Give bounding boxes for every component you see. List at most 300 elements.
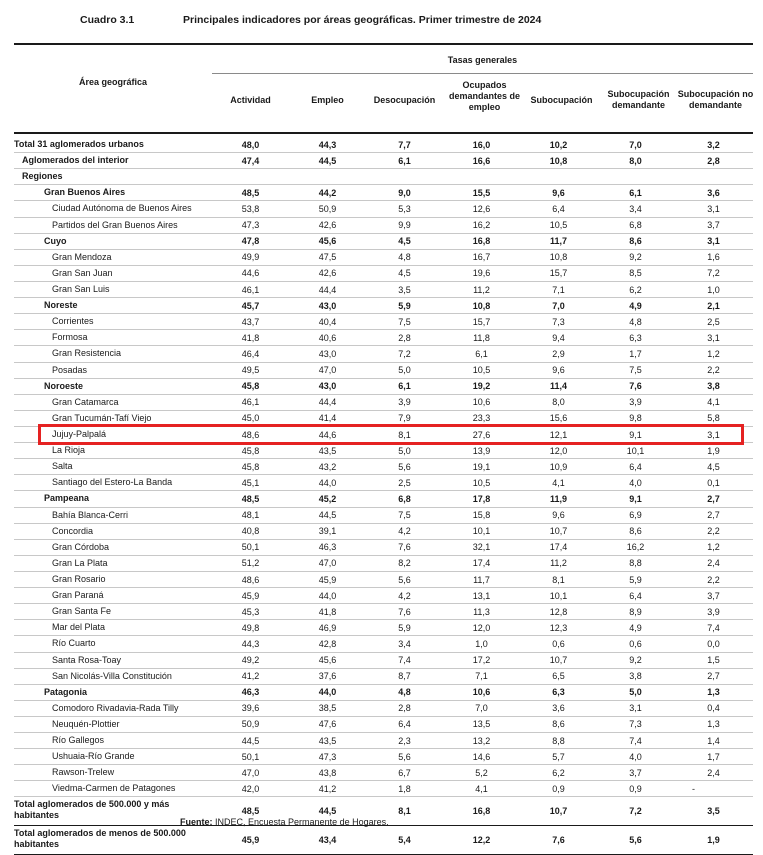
row-value: 44,0 (289, 588, 366, 604)
row-value: 2,1 (674, 298, 753, 314)
row-value: 17,4 (520, 539, 597, 555)
row-value: 42,6 (289, 217, 366, 233)
row-value: 3,9 (674, 604, 753, 620)
row-value: 5,3 (366, 201, 443, 217)
row-value: 13,5 (443, 716, 520, 732)
row-value: 45,6 (289, 233, 366, 249)
row-value: 45,9 (212, 588, 289, 604)
row-value: 47,0 (289, 362, 366, 378)
row-value: 1,7 (597, 346, 674, 362)
row-value: 44,5 (289, 797, 366, 826)
row-value: 0,6 (597, 636, 674, 652)
row-value: 48,5 (212, 491, 289, 507)
row-value: 2,5 (366, 475, 443, 491)
row-value: 6,2 (597, 281, 674, 297)
row-value: 45,8 (212, 378, 289, 394)
table-row (14, 233, 753, 249)
row-value: 41,2 (289, 781, 366, 797)
row-value: 9,1 (597, 426, 674, 442)
row-value: 8,2 (366, 555, 443, 571)
row-value: 1,8 (366, 781, 443, 797)
table-title: Principales indicadores por áreas geográficas. Primer trimestre de 2024 (183, 14, 542, 26)
row-value: 2,5 (674, 314, 753, 330)
row-value: 5,0 (366, 443, 443, 459)
table-row (14, 765, 753, 781)
row-value: 1,2 (674, 346, 753, 362)
row-value: 2,2 (674, 571, 753, 587)
row-value: 16,2 (443, 217, 520, 233)
row-value: 1,7 (674, 749, 753, 765)
row-value: 8,6 (597, 523, 674, 539)
row-value: 11,2 (443, 281, 520, 297)
row-value: 11,7 (443, 571, 520, 587)
row-value (520, 169, 597, 185)
row-value: 2,8 (674, 153, 753, 169)
row-value: 6,3 (597, 330, 674, 346)
row-value: 47,3 (289, 749, 366, 765)
row-value: 4,5 (366, 233, 443, 249)
row-value: 43,5 (289, 443, 366, 459)
row-value: 45,8 (212, 443, 289, 459)
row-value: 15,5 (443, 185, 520, 201)
row-value: 8,1 (366, 797, 443, 826)
row-value: 10,8 (443, 298, 520, 314)
row-value: 6,3 (520, 684, 597, 700)
row-value: 6,1 (366, 378, 443, 394)
row-value: 3,1 (674, 233, 753, 249)
row-value: 1,0 (443, 636, 520, 652)
row-value: 49,5 (212, 362, 289, 378)
row-value: 41,2 (212, 668, 289, 684)
row-value: 8,0 (520, 394, 597, 410)
row-value: 43,0 (289, 298, 366, 314)
row-value: 11,3 (443, 604, 520, 620)
row-value: 12,0 (520, 443, 597, 459)
row-value: 1,5 (674, 652, 753, 668)
row-area-name: Cuyo (14, 233, 212, 249)
row-value: 4,1 (674, 394, 753, 410)
row-value (443, 169, 520, 185)
row-value: 12,3 (520, 620, 597, 636)
row-value: 44,5 (212, 733, 289, 749)
row-value: 17,4 (443, 555, 520, 571)
row-value: 10,6 (443, 394, 520, 410)
row-value: 6,4 (366, 716, 443, 732)
row-value: 4,5 (674, 459, 753, 475)
row-area-name: Gran Rosario (14, 571, 212, 587)
row-area-name: Partidos del Gran Buenos Aires (14, 217, 212, 233)
row-area-name: Viedma-Carmen de Patagones (14, 781, 212, 797)
row-value: 46,3 (212, 684, 289, 700)
row-value: 2,7 (674, 668, 753, 684)
row-value (597, 169, 674, 185)
row-value: 5,0 (597, 684, 674, 700)
row-value: 44,3 (212, 636, 289, 652)
row-value: 41,4 (289, 410, 366, 426)
row-value: 3,1 (674, 201, 753, 217)
row-area-name: Noreste (14, 298, 212, 314)
row-value: 16,8 (443, 797, 520, 826)
row-value: 8,0 (597, 153, 674, 169)
row-value: 39,6 (212, 700, 289, 716)
table-row (14, 826, 753, 855)
row-value: 0,6 (520, 636, 597, 652)
row-value: 11,2 (520, 555, 597, 571)
row-value: 2,8 (366, 700, 443, 716)
row-area-name: San Nicolás-Villa Constitución (14, 668, 212, 684)
row-value: 44,4 (289, 281, 366, 297)
row-value: 9,0 (366, 185, 443, 201)
row-value: 47,3 (212, 217, 289, 233)
col-header-subocupacion-no-demandante: Subocupación no demandante (677, 89, 754, 110)
row-value: 47,0 (289, 555, 366, 571)
row-value: 1,3 (674, 716, 753, 732)
row-value: 9,8 (597, 410, 674, 426)
table-row (14, 201, 753, 217)
table-row (14, 185, 753, 201)
row-value: 9,9 (366, 217, 443, 233)
source-note (180, 817, 389, 827)
row-value: 4,2 (366, 523, 443, 539)
row-value: 7,7 (366, 137, 443, 153)
row-value: 6,8 (597, 217, 674, 233)
row-value: 6,1 (597, 185, 674, 201)
row-value: 7,6 (366, 539, 443, 555)
row-value: 5,4 (366, 826, 443, 855)
table-row (14, 491, 753, 507)
row-value: 1,9 (674, 826, 753, 855)
row-value: 10,7 (520, 523, 597, 539)
row-value: 44,6 (212, 265, 289, 281)
row-value: 10,8 (520, 153, 597, 169)
row-value: 12,0 (443, 620, 520, 636)
row-value: 43,5 (289, 733, 366, 749)
row-value: 37,6 (289, 668, 366, 684)
row-area-name: La Rioja (14, 443, 212, 459)
row-value: 8,8 (520, 733, 597, 749)
row-area-name: Santa Rosa-Toay (14, 652, 212, 668)
row-value: 4,9 (597, 620, 674, 636)
row-area-name: Ushuaia-Río Grande (14, 749, 212, 765)
row-value: 8,1 (366, 426, 443, 442)
table-row (14, 362, 753, 378)
row-value: 39,1 (289, 523, 366, 539)
row-value: 7,2 (597, 797, 674, 826)
row-value: 44,0 (289, 475, 366, 491)
row-value: 2,2 (674, 362, 753, 378)
row-area-name: Salta (14, 459, 212, 475)
table-row (14, 539, 753, 555)
row-value: 10,5 (443, 475, 520, 491)
row-area-name: Gran Paraná (14, 588, 212, 604)
table-row (14, 330, 753, 346)
row-value: 10,5 (443, 362, 520, 378)
table-number: Cuadro 3.1 (80, 14, 135, 26)
row-area-name: Neuquén-Plottier (14, 716, 212, 732)
row-value: 48,0 (212, 137, 289, 153)
row-value: 50,1 (212, 539, 289, 555)
row-area-name: Gran Córdoba (14, 539, 212, 555)
row-value: 49,2 (212, 652, 289, 668)
table-row (14, 733, 753, 749)
row-area-name: Gran Santa Fe (14, 604, 212, 620)
row-value: 50,9 (212, 716, 289, 732)
row-value: 10,2 (520, 137, 597, 153)
row-value: 40,4 (289, 314, 366, 330)
row-value: 3,8 (674, 378, 753, 394)
group-header: Tasas generales (447, 55, 518, 65)
row-value: 3,5 (366, 281, 443, 297)
row-value: 19,1 (443, 459, 520, 475)
row-area-name: Comodoro Rivadavia-Rada Tilly (14, 700, 212, 716)
row-value: 12,1 (520, 426, 597, 442)
row-value: 5,9 (597, 571, 674, 587)
row-value: 48,1 (212, 507, 289, 523)
row-value: 48,6 (212, 426, 289, 442)
row-area-name: Gran San Luis (14, 281, 212, 297)
row-value: 13,9 (443, 443, 520, 459)
row-value: 13,1 (443, 588, 520, 604)
row-value: 3,8 (597, 668, 674, 684)
row-value: 10,1 (597, 443, 674, 459)
row-value: 45,1 (212, 475, 289, 491)
row-value: 10,7 (520, 797, 597, 826)
row-value: 6,7 (366, 765, 443, 781)
row-value: 32,1 (443, 539, 520, 555)
row-value: 41,8 (289, 604, 366, 620)
row-value: 6,4 (597, 588, 674, 604)
row-value: 7,9 (366, 410, 443, 426)
row-value: 3,9 (597, 394, 674, 410)
row-value: 15,8 (443, 507, 520, 523)
row-area-name: Río Cuarto (14, 636, 212, 652)
row-value: 7,4 (366, 652, 443, 668)
row-area-name: Pampeana (14, 491, 212, 507)
row-value: 43,7 (212, 314, 289, 330)
group-rule (212, 73, 753, 74)
row-value: 6,9 (597, 507, 674, 523)
row-value: 43,8 (289, 765, 366, 781)
row-value: 2,2 (674, 523, 753, 539)
row-value: 7,6 (366, 604, 443, 620)
row-value: 10,6 (443, 684, 520, 700)
row-value: 11,8 (443, 330, 520, 346)
row-value: 9,6 (520, 362, 597, 378)
row-value: 42,6 (289, 265, 366, 281)
row-value: 6,4 (597, 459, 674, 475)
row-value: 10,8 (520, 249, 597, 265)
row-area-name: Gran Tucumán-Tafí Viejo (14, 410, 212, 426)
row-area-name: Ciudad Autónoma de Buenos Aires (14, 201, 212, 217)
row-value: 5,7 (520, 749, 597, 765)
table-row (14, 153, 753, 169)
table-row (14, 716, 753, 732)
row-value: 40,8 (212, 523, 289, 539)
row-value: 19,6 (443, 265, 520, 281)
row-value: 6,4 (520, 201, 597, 217)
row-value: 7,5 (366, 314, 443, 330)
row-value: 0,1 (674, 475, 753, 491)
row-value: 7,0 (597, 137, 674, 153)
row-value: 12,8 (520, 604, 597, 620)
row-value: 48,5 (212, 185, 289, 201)
row-value: 4,1 (520, 475, 597, 491)
table-row (14, 555, 753, 571)
col-header-actividad: Actividad (230, 95, 271, 105)
row-value: 17,8 (443, 491, 520, 507)
row-value: 4,0 (597, 749, 674, 765)
row-value: 12,6 (443, 201, 520, 217)
row-value: 46,9 (289, 620, 366, 636)
row-value: 16,0 (443, 137, 520, 153)
row-value: 9,1 (597, 491, 674, 507)
row-area-name: Gran San Juan (14, 265, 212, 281)
row-value: 11,7 (520, 233, 597, 249)
table-row (14, 475, 753, 491)
row-value: 45,3 (212, 604, 289, 620)
row-value: 27,6 (443, 426, 520, 442)
header-bottom-rule (14, 132, 753, 134)
row-value: 3,1 (674, 330, 753, 346)
row-area-name: Santiago del Estero-La Banda (14, 475, 212, 491)
row-value: 6,5 (520, 668, 597, 684)
row-area-name: Total aglomerados de 500.000 y más habitantes (14, 797, 212, 826)
row-value: 2,4 (674, 555, 753, 571)
row-value: 42,0 (212, 781, 289, 797)
row-value: 8,1 (520, 571, 597, 587)
table-row (14, 636, 753, 652)
row-value: 16,6 (443, 153, 520, 169)
highlight-box-la-rioja (38, 424, 744, 445)
table-row (14, 507, 753, 523)
row-value: 17,2 (443, 652, 520, 668)
row-value: 3,7 (597, 765, 674, 781)
row-value: 38,5 (289, 700, 366, 716)
row-value: 7,2 (366, 346, 443, 362)
row-value: 7,4 (674, 620, 753, 636)
row-value: 47,4 (212, 153, 289, 169)
row-value: 6,1 (366, 153, 443, 169)
row-value: 6,8 (366, 491, 443, 507)
row-value: 44,5 (289, 153, 366, 169)
row-value: 2,8 (366, 330, 443, 346)
table-row (14, 265, 753, 281)
row-value: 44,5 (289, 507, 366, 523)
row-value: 9,2 (597, 249, 674, 265)
row-value: 53,8 (212, 201, 289, 217)
row-value: 9,2 (597, 652, 674, 668)
row-value: 11,9 (520, 491, 597, 507)
row-value: 0,9 (597, 781, 674, 797)
row-value: 47,5 (289, 249, 366, 265)
table-row (14, 684, 753, 700)
table-row (14, 700, 753, 716)
row-value: 4,8 (366, 249, 443, 265)
source-label: Fuente: (180, 817, 213, 827)
table-row (14, 523, 753, 539)
row-value: 4,5 (366, 265, 443, 281)
row-area-name: Río Gallegos (14, 733, 212, 749)
row-value: 51,2 (212, 555, 289, 571)
row-value: 5,6 (366, 749, 443, 765)
row-value: 9,6 (520, 507, 597, 523)
row-value: 3,6 (520, 700, 597, 716)
table-row (14, 346, 753, 362)
row-area-name: Gran La Plata (14, 555, 212, 571)
row-area-name: Formosa (14, 330, 212, 346)
table-body (14, 137, 753, 855)
row-value: 43,4 (289, 826, 366, 855)
row-value: 6,2 (520, 765, 597, 781)
row-area-name: Posadas (14, 362, 212, 378)
row-value: 44,6 (289, 426, 366, 442)
row-value: 47,6 (289, 716, 366, 732)
row-value: 7,1 (443, 668, 520, 684)
row-value: 46,4 (212, 346, 289, 362)
row-value: 1,6 (674, 249, 753, 265)
row-value (674, 169, 753, 185)
table-row (14, 652, 753, 668)
row-value: 5,2 (443, 765, 520, 781)
row-value: 23,3 (443, 410, 520, 426)
row-value: 5,8 (674, 410, 753, 426)
row-value: 3,7 (674, 217, 753, 233)
source-text: INDEC, Encuesta Permanente de Hogares. (215, 817, 389, 827)
row-value: 11,4 (520, 378, 597, 394)
row-value: 16,7 (443, 249, 520, 265)
row-value: 44,0 (289, 684, 366, 700)
row-value: 45,2 (289, 491, 366, 507)
area-header: Área geográfica (78, 77, 148, 87)
row-value: 8,7 (366, 668, 443, 684)
row-value: 7,6 (520, 826, 597, 855)
row-value: 1,3 (674, 684, 753, 700)
table-caption (0, 14, 763, 30)
row-value: 15,7 (520, 265, 597, 281)
row-value: 40,6 (289, 330, 366, 346)
row-value: 45,6 (289, 652, 366, 668)
row-value: 0,0 (674, 636, 753, 652)
row-value: 47,8 (212, 233, 289, 249)
row-value: 7,6 (597, 378, 674, 394)
row-value: 5,6 (366, 571, 443, 587)
table-row (14, 588, 753, 604)
table-row (14, 298, 753, 314)
row-value: 45,7 (212, 298, 289, 314)
row-value: 10,5 (520, 217, 597, 233)
row-value: 6,1 (443, 346, 520, 362)
row-value: 10,1 (443, 523, 520, 539)
table-row (14, 604, 753, 620)
row-value: 4,0 (597, 475, 674, 491)
row-value: 49,9 (212, 249, 289, 265)
row-value: 7,1 (520, 281, 597, 297)
row-value: 3,1 (597, 700, 674, 716)
row-value: 45,9 (212, 826, 289, 855)
table-row (14, 378, 753, 394)
row-area-name: Total 31 aglomerados urbanos (14, 137, 212, 153)
row-value: 44,4 (289, 394, 366, 410)
row-value: 3,4 (597, 201, 674, 217)
row-value: 46,1 (212, 281, 289, 297)
row-value: 8,8 (597, 555, 674, 571)
row-value: 15,6 (520, 410, 597, 426)
col-header-subocupacion-demandante: Subocupación demandante (607, 89, 670, 110)
row-value: 3,1 (674, 426, 753, 442)
row-value: 3,6 (674, 185, 753, 201)
row-value: - (674, 781, 753, 797)
col-header-ocupados-demandantes: Ocupados demandantes de empleo (448, 80, 521, 112)
